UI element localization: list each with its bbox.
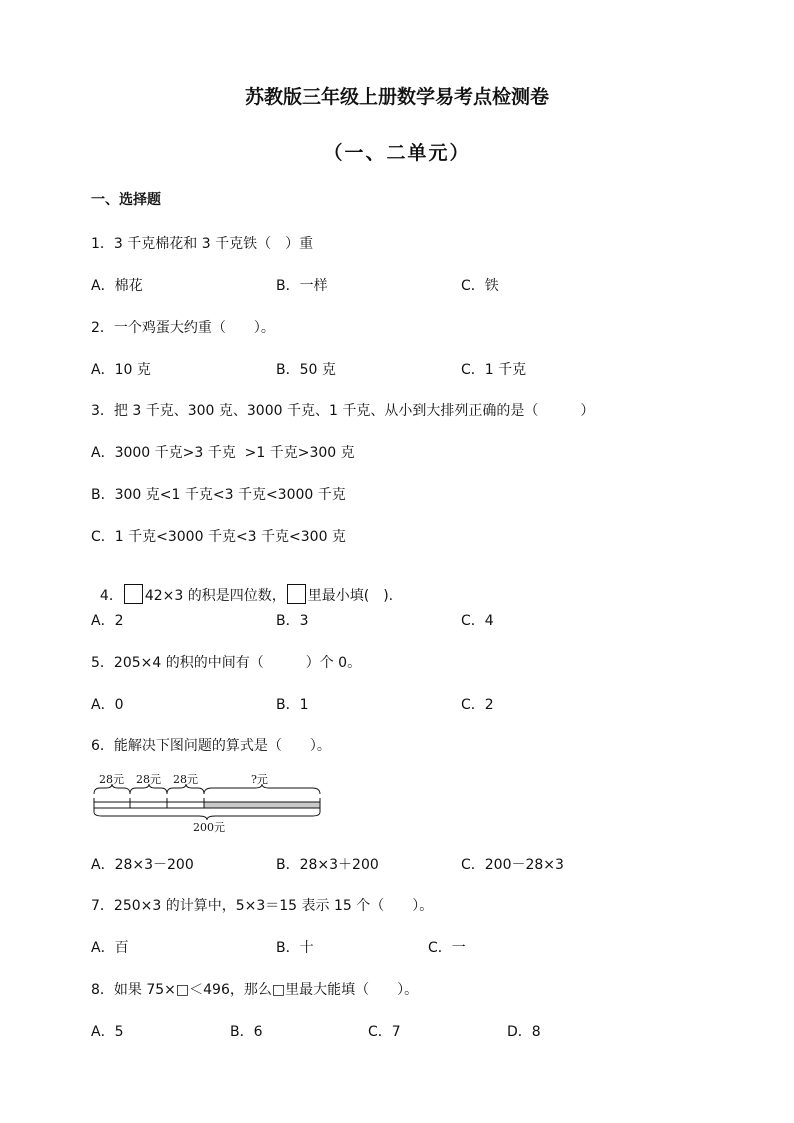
blank-box: [287, 584, 306, 604]
page-subtitle: （一、二单元）: [323, 142, 471, 164]
q4-stem-suffix: 里最小填( ).: [307, 588, 394, 604]
q1-option-b[interactable]: B．一样: [276, 278, 328, 294]
q5-option-a[interactable]: A．0: [91, 697, 124, 713]
total-label: 200元: [193, 821, 225, 834]
q1-option-a[interactable]: A．棉花: [91, 278, 143, 294]
question-3: 3．把 3 千克、300 克、3000 千克、1 千克、从小到大排列正确的是（ ）: [91, 403, 595, 419]
segment-label-2: 28元: [136, 773, 161, 786]
line-segment-diagram: [88, 768, 328, 838]
q5-option-b[interactable]: B．1: [276, 697, 309, 713]
section-heading: 一、选择题: [91, 192, 161, 208]
segment-label-1: 28元: [99, 773, 124, 786]
question-8: 8．如果 75×□＜496，那么□里最大能填（ ）。: [91, 982, 419, 998]
q8-option-a[interactable]: A．5: [91, 1024, 124, 1040]
q7-option-c[interactable]: C．一: [428, 940, 466, 956]
brace-total: [94, 812, 320, 820]
brace-unknown: [204, 784, 320, 794]
segment-label-3: 28元: [173, 773, 198, 786]
question-5: 5．205×4 的积的中间有（ ）个 0。: [91, 655, 362, 671]
q8-option-b[interactable]: B．6: [230, 1024, 263, 1040]
q8-option-c[interactable]: C．7: [368, 1024, 401, 1040]
q3-option-c[interactable]: C．1 千克<3000 千克<3 千克<300 克: [91, 529, 346, 545]
page-title: 苏教版三年级上册数学易考点检测卷: [244, 86, 549, 108]
q2-option-b[interactable]: B．50 克: [276, 362, 336, 378]
q4-option-a[interactable]: A．2: [91, 613, 124, 629]
question-6: 6．能解决下图问题的算式是（ ）。: [91, 738, 331, 754]
q7-option-a[interactable]: A．百: [91, 940, 129, 956]
q4-option-b[interactable]: B．3: [276, 613, 309, 629]
q6-option-c[interactable]: C．200－28×3: [461, 857, 564, 873]
q5-option-c[interactable]: C．2: [461, 697, 494, 713]
q2-option-a[interactable]: A．10 克: [91, 362, 151, 378]
q4-number: 4．: [99, 588, 123, 604]
q2-option-c[interactable]: C．1 千克: [461, 362, 527, 378]
q1-option-c[interactable]: C．铁: [461, 278, 499, 294]
q6-option-b[interactable]: B．28×3＋200: [276, 857, 379, 873]
q3-option-a[interactable]: A．3000 千克>3 千克 >1 千克>300 克: [91, 445, 355, 461]
q7-option-b[interactable]: B．十: [276, 940, 314, 956]
q3-option-b[interactable]: B．300 克<1 千克<3 千克<3000 千克: [91, 487, 346, 503]
question-2: 2．一个鸡蛋大约重（ ）。: [91, 320, 275, 336]
question-7: 7．250×3 的计算中，5×3＝15 表示 15 个（ ）。: [91, 898, 434, 914]
unknown-label: ?元: [251, 773, 268, 786]
unknown-segment-fill: [204, 802, 320, 808]
q6-option-a[interactable]: A．28×3－200: [91, 857, 194, 873]
q8-option-d[interactable]: D．8: [507, 1024, 541, 1040]
q4-stem-mid: 42×3 的积是四位数，: [144, 588, 286, 604]
blank-box: [124, 584, 143, 604]
q4-option-c[interactable]: C．4: [461, 613, 494, 629]
question-1: 1．3 千克棉花和 3 千克铁（ ）重: [91, 236, 314, 252]
question-4: [91, 568, 393, 605]
